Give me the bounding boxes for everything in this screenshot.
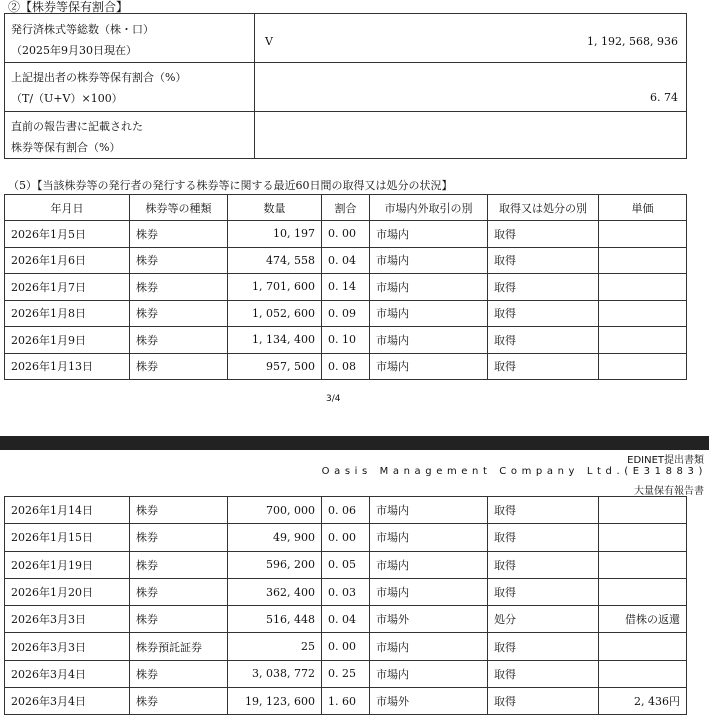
cell-date: 2026年3月3日 (5, 633, 130, 660)
page-break-divider (0, 436, 709, 450)
cell-ratio: 0. 04 (322, 247, 370, 274)
table-row (5, 300, 687, 327)
cell-date: 2026年3月4日 (5, 688, 130, 715)
cell-ratio: 0. 06 (322, 497, 370, 524)
cell-market: 市場内 (370, 497, 488, 524)
cell-ratio: 0. 04 (322, 606, 370, 633)
holding-value: 1, 192, 568, 936 (587, 35, 678, 48)
cell-ratio: 0. 00 (322, 633, 370, 660)
cell-ratio: 0. 09 (322, 300, 370, 327)
cell-date: 2026年1月19日 (5, 551, 130, 578)
trades-table-page2 (4, 496, 687, 715)
cell-acquire-dispose: 取得 (488, 274, 599, 301)
cell-market: 市場内 (370, 578, 488, 605)
holding-label-cell (5, 63, 255, 112)
cell-acquire-dispose: 取得 (488, 688, 599, 715)
cell-unit-price (599, 327, 687, 354)
cell-ratio: 1. 60 (322, 688, 370, 715)
trades-body-page2 (5, 497, 687, 715)
cell-date: 2026年1月5日 (5, 221, 130, 248)
cell-acquire-dispose: 取得 (488, 497, 599, 524)
holding-label-sub: 株券等保有割合（%） (11, 141, 121, 154)
cell-security-type: 株券 (130, 274, 228, 301)
cell-security-type: 株券 (130, 327, 228, 354)
table-row (5, 221, 687, 248)
cell-acquire-dispose: 取得 (488, 221, 599, 248)
cell-market: 市場内 (370, 353, 488, 380)
cell-market: 市場内 (370, 327, 488, 354)
cell-unit-price (599, 353, 687, 380)
cell-security-type: 株券 (130, 497, 228, 524)
cell-security-type: 株券 (130, 353, 228, 380)
cell-acquire-dispose: 処分 (488, 606, 599, 633)
holding-row-ratio (5, 63, 687, 112)
cell-date: 2026年1月20日 (5, 578, 130, 605)
table-row (5, 497, 687, 524)
table-row (5, 551, 687, 578)
cell-quantity: 1, 701, 600 (228, 274, 322, 301)
company-name: Oasis Management Company Ltd.(E31883) (321, 466, 707, 477)
trades-header-row (5, 195, 687, 221)
cell-market: 市場内 (370, 524, 488, 551)
table-row (5, 353, 687, 380)
cell-unit-price (599, 551, 687, 578)
cell-quantity: 957, 500 (228, 353, 322, 380)
cell-date: 2026年1月13日 (5, 353, 130, 380)
cell-market: 市場内 (370, 551, 488, 578)
holding-label-sub: （T/（U+V）×100） (11, 92, 123, 105)
holding-label-cell (5, 14, 255, 63)
cell-security-type: 株券 (130, 688, 228, 715)
cell-security-type: 株券 (130, 300, 228, 327)
cell-unit-price: 借株の返還 (599, 606, 687, 633)
holding-label-sub: （2025年9月30日現在） (11, 44, 137, 57)
cell-quantity: 516, 448 (228, 606, 322, 633)
cell-quantity: 1, 134, 400 (228, 327, 322, 354)
holding-value-cell (255, 14, 687, 63)
cell-date: 2026年1月15日 (5, 524, 130, 551)
cell-security-type: 株券 (130, 221, 228, 248)
cell-acquire-dispose: 取得 (488, 578, 599, 605)
cell-market: 市場内 (370, 274, 488, 301)
header-date: 年月日 (5, 195, 130, 221)
cell-ratio: 0. 14 (322, 274, 370, 301)
cell-security-type: 株券 (130, 524, 228, 551)
cell-quantity: 25 (228, 633, 322, 660)
header-market: 市場内外取引の別 (370, 195, 488, 221)
cell-ratio: 0. 03 (322, 578, 370, 605)
cell-acquire-dispose: 取得 (488, 660, 599, 687)
cell-security-type: 株券 (130, 247, 228, 274)
cell-security-type: 株券 (130, 660, 228, 687)
cell-date: 2026年1月9日 (5, 327, 130, 354)
cell-unit-price (599, 274, 687, 301)
cell-unit-price (599, 633, 687, 660)
table-row (5, 660, 687, 687)
page-number: 3/4 (326, 394, 341, 404)
edinet-label: EDINET提出書類 (627, 455, 704, 466)
cell-market: 市場外 (370, 688, 488, 715)
cell-acquire-dispose: 取得 (488, 353, 599, 380)
cell-quantity: 596, 200 (228, 551, 322, 578)
cell-ratio: 0. 05 (322, 551, 370, 578)
section-title-holding-ratio: ②【株券等保有割合】 (8, 0, 129, 14)
header-acquire-dispose: 取得又は処分の別 (488, 195, 599, 221)
cell-ratio: 0. 00 (322, 221, 370, 248)
cell-acquire-dispose: 取得 (488, 524, 599, 551)
cell-market: 市場内 (370, 247, 488, 274)
cell-acquire-dispose: 取得 (488, 551, 599, 578)
header-security-type: 株券等の種類 (130, 195, 228, 221)
holding-code: V (265, 35, 273, 48)
cell-quantity: 700, 000 (228, 497, 322, 524)
cell-security-type: 株券預託証券 (130, 633, 228, 660)
cell-date: 2026年3月3日 (5, 606, 130, 633)
cell-acquire-dispose: 取得 (488, 327, 599, 354)
cell-ratio: 0. 10 (322, 327, 370, 354)
table-row (5, 247, 687, 274)
document-type: 大量保有報告書 (634, 486, 704, 497)
cell-market: 市場内 (370, 633, 488, 660)
cell-date: 2026年1月8日 (5, 300, 130, 327)
holding-ratio-table (4, 13, 687, 159)
holding-label: 上記提出者の株券等保有割合（%） (11, 71, 187, 84)
trades-table-page1 (4, 194, 687, 380)
cell-date: 2026年1月7日 (5, 274, 130, 301)
cell-unit-price (599, 300, 687, 327)
cell-acquire-dispose: 取得 (488, 633, 599, 660)
holding-value-cell (255, 63, 687, 112)
table-row (5, 524, 687, 551)
cell-ratio: 0. 25 (322, 660, 370, 687)
cell-unit-price (599, 660, 687, 687)
trades-body-page1 (5, 221, 687, 380)
table-row (5, 606, 687, 633)
cell-market: 市場内 (370, 660, 488, 687)
holding-row-total-shares (5, 14, 687, 63)
header-ratio: 割合 (322, 195, 370, 221)
cell-quantity: 49, 900 (228, 524, 322, 551)
cell-date: 2026年1月6日 (5, 247, 130, 274)
cell-quantity: 1, 052, 600 (228, 300, 322, 327)
cell-acquire-dispose: 取得 (488, 300, 599, 327)
cell-acquire-dispose: 取得 (488, 247, 599, 274)
cell-ratio: 0. 08 (322, 353, 370, 380)
cell-market: 市場外 (370, 606, 488, 633)
cell-unit-price (599, 578, 687, 605)
holding-row-previous (5, 112, 687, 159)
cell-unit-price (599, 221, 687, 248)
cell-security-type: 株券 (130, 551, 228, 578)
cell-quantity: 3, 038, 772 (228, 660, 322, 687)
holding-label: 発行済株式等総数（株・口） (11, 23, 154, 36)
holding-label: 直前の報告書に記載された (11, 120, 143, 133)
cell-quantity: 19, 123, 600 (228, 688, 322, 715)
table-row (5, 578, 687, 605)
cell-date: 2026年3月4日 (5, 660, 130, 687)
cell-unit-price (599, 247, 687, 274)
holding-value-cell (255, 112, 687, 159)
cell-unit-price: 2, 436円 (599, 688, 687, 715)
cell-quantity: 10, 197 (228, 221, 322, 248)
header-unit-price: 単価 (599, 195, 687, 221)
cell-market: 市場内 (370, 300, 488, 327)
cell-unit-price (599, 524, 687, 551)
cell-quantity: 362, 400 (228, 578, 322, 605)
table-row (5, 327, 687, 354)
cell-ratio: 0. 00 (322, 524, 370, 551)
cell-security-type: 株券 (130, 578, 228, 605)
section-title-trades: （5）【当該株券等の発行者の発行する株券等に関する最近60日間の取得又は処分の状況】 (8, 179, 453, 192)
cell-market: 市場内 (370, 221, 488, 248)
cell-date: 2026年1月14日 (5, 497, 130, 524)
table-row (5, 688, 687, 715)
cell-quantity: 474, 558 (228, 247, 322, 274)
holding-label-cell (5, 112, 255, 159)
holding-value: 6. 74 (650, 91, 678, 104)
cell-unit-price (599, 497, 687, 524)
header-quantity: 数量 (228, 195, 322, 221)
table-row (5, 274, 687, 301)
cell-security-type: 株券 (130, 606, 228, 633)
table-row (5, 633, 687, 660)
